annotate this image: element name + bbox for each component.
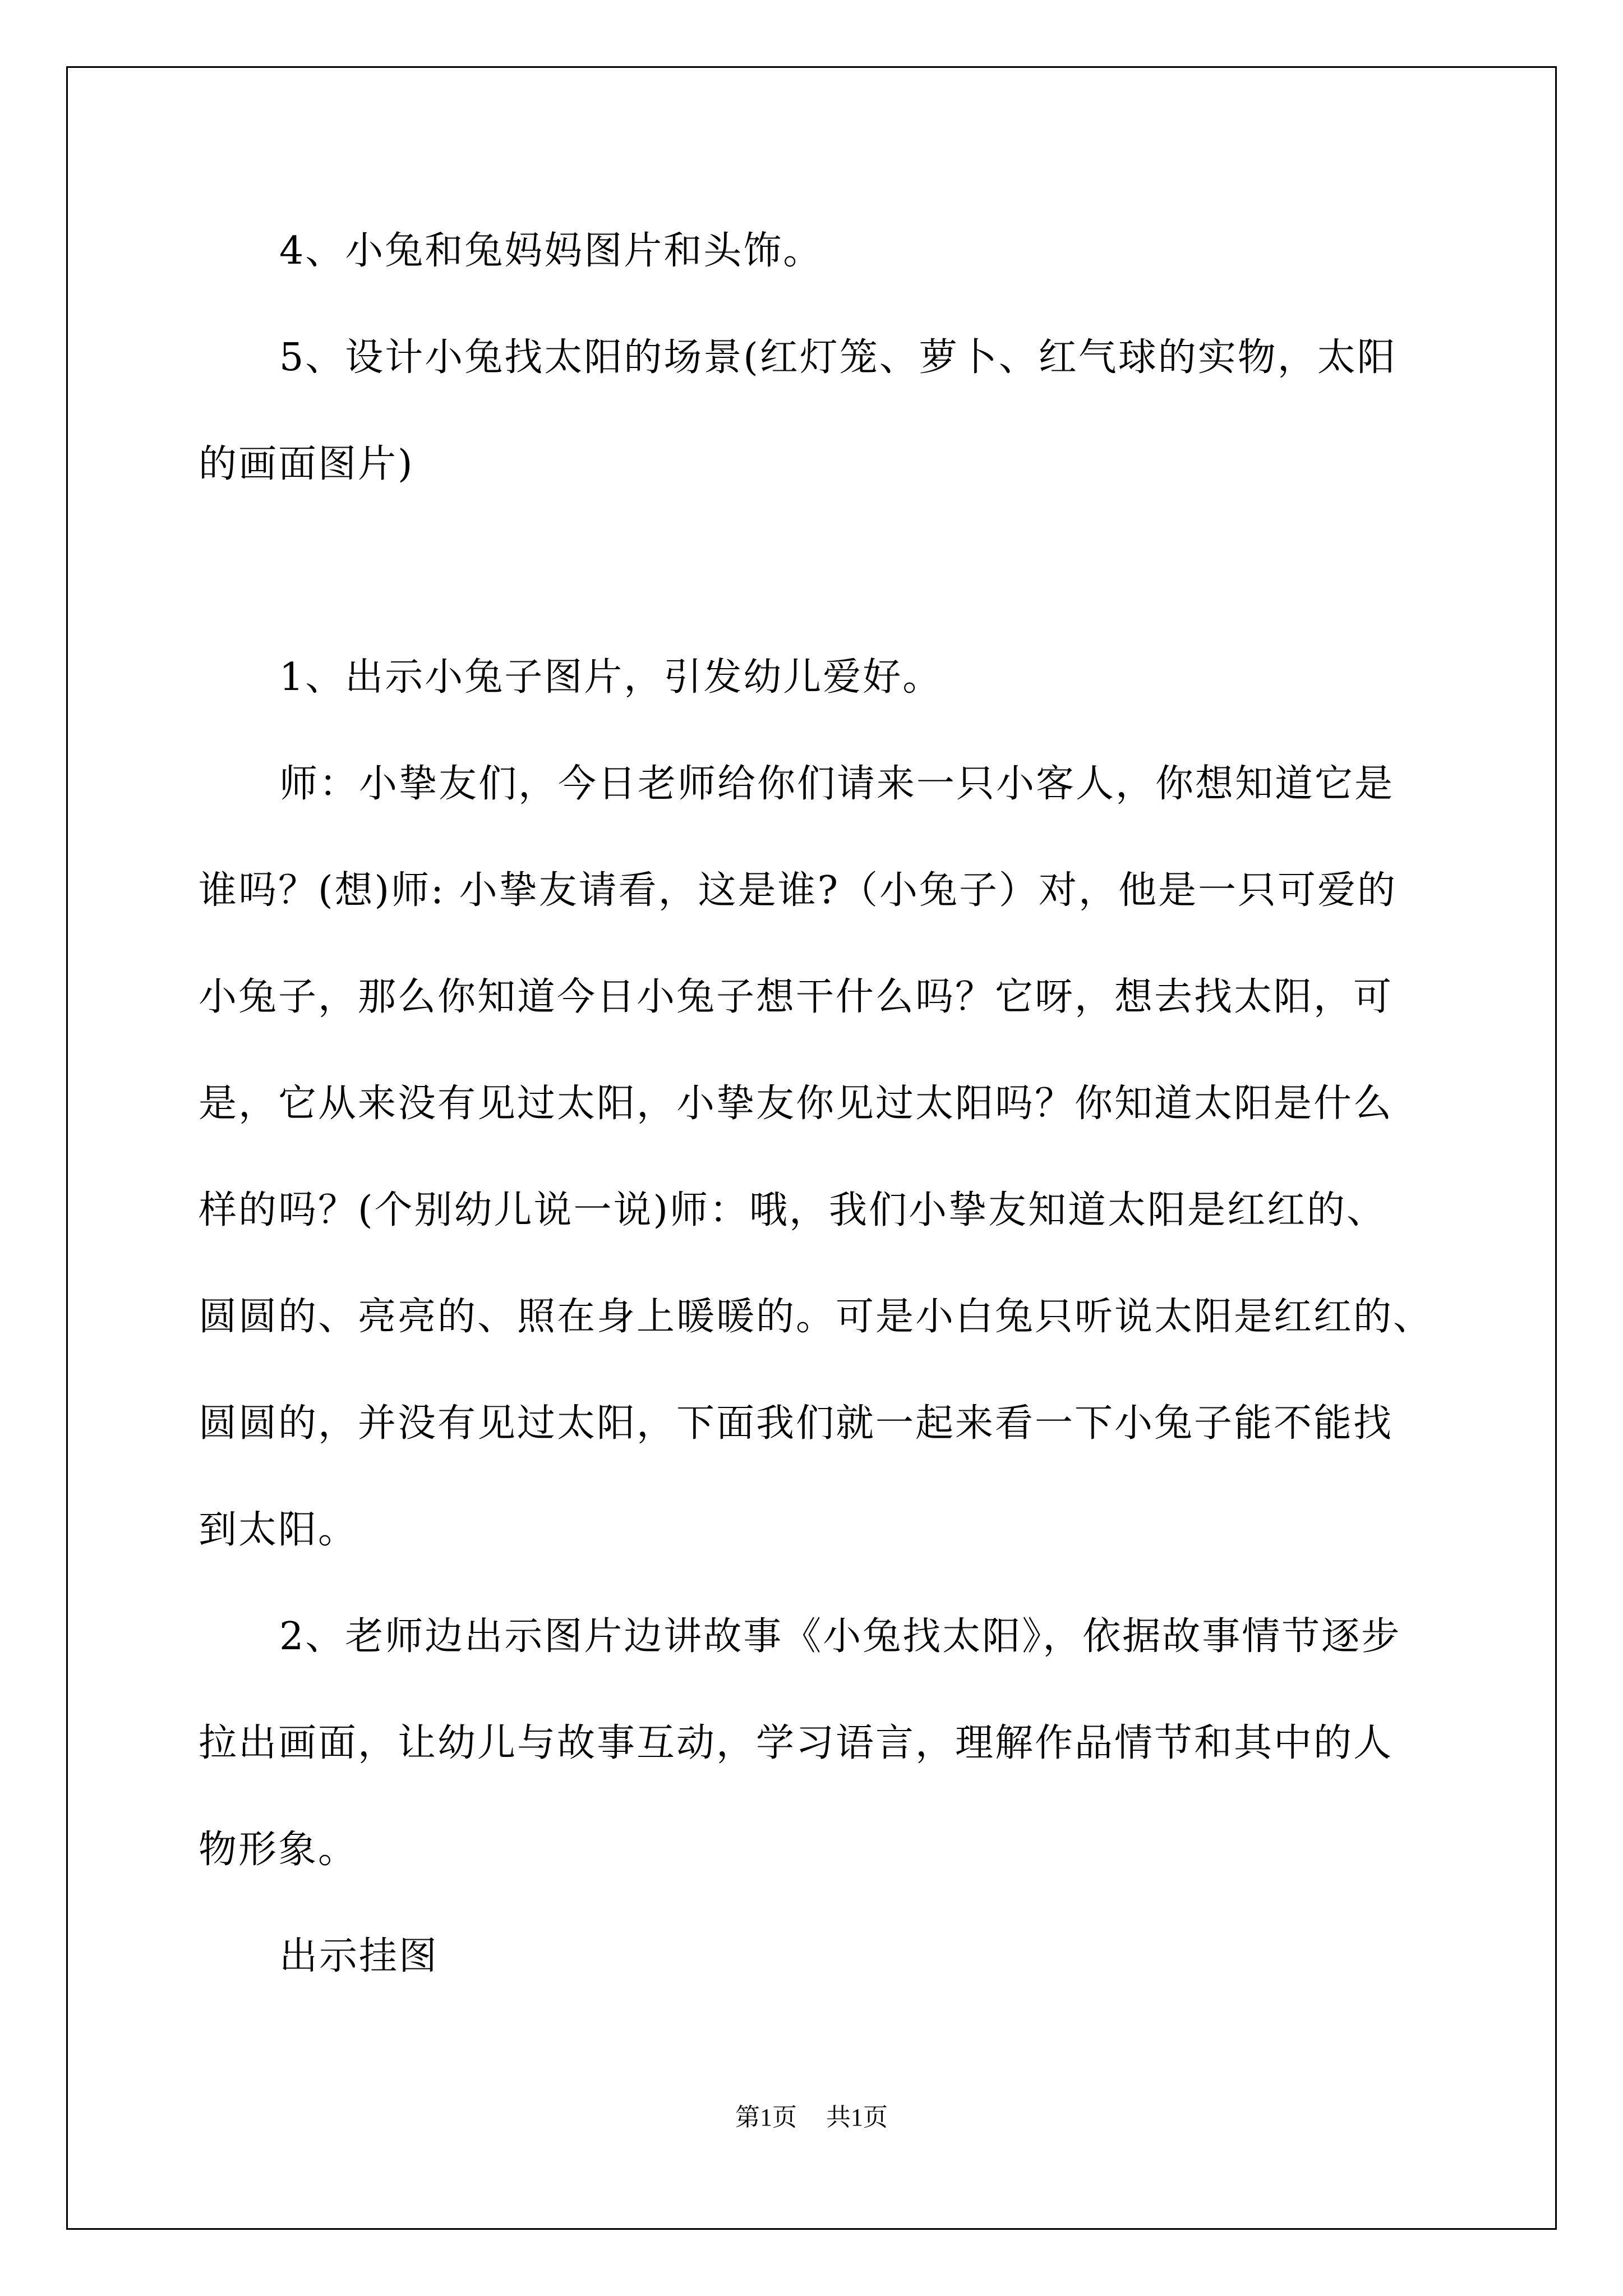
paragraph-item-4: 4、小兔和兔妈妈图片和头饰。 <box>279 229 823 273</box>
paragraph-teacher-dialog-line: 样的吗？(个别幼儿说一说)师：哦，我们小挚友知道太阳是红红的、 <box>199 1188 1387 1232</box>
paragraph-teacher-dialog-line: 小兔子，那么你知道今日小兔子想干什么吗？它呀，想去找太阳，可 <box>199 975 1394 1019</box>
paragraph-show-chart: 出示挂图 <box>279 1934 439 1978</box>
paragraph-step-2: 2、老师边出示图片边讲故事《小兔找太阳》，依据故事情节逐步 <box>279 1614 1401 1659</box>
page-footer <box>0 2103 1623 2132</box>
paragraph-item-5-continued: 的画面图片) <box>199 442 414 486</box>
paragraph-step-2-line: 物形象。 <box>199 1828 358 1872</box>
paragraph-teacher-dialog-line: 到太阳。 <box>199 1508 358 1552</box>
page-number: 第1页 <box>735 2104 797 2131</box>
paragraph-teacher-dialog-line: 圆圆的、亮亮的、照在身上暖暖的。可是小白兔只听说太阳是红红的、 <box>199 1295 1433 1339</box>
paragraph-teacher-dialog-line: 圆圆的，并没有见过太阳，下面我们就一起来看一下小兔子能不能找 <box>199 1401 1394 1446</box>
page-border <box>66 66 1557 2230</box>
page-total: 共1页 <box>826 2104 888 2131</box>
paragraph-teacher-dialog: 师：小挚友们，今日老师给你们请来一只小客人，你想知道它是 <box>279 762 1395 806</box>
paragraph-step-2-line: 拉出画面，让幼儿与故事互动，学习语言，理解作品情节和其中的人 <box>199 1721 1394 1765</box>
paragraph-item-5: 5、设计小兔找太阳的场景(红灯笼、萝卜、红气球的实物，太阳 <box>279 335 1397 380</box>
paragraph-teacher-dialog-line: 谁吗？(想)师: 小挚友请看，这是谁?（小兔子）对，他是一只可爱的 <box>199 868 1398 913</box>
paragraph-step-1: 1、出示小兔子图片，引发幼儿爱好。 <box>279 655 943 700</box>
paragraph-teacher-dialog-line: 是，它从来没有见过太阳，小挚友你见过太阳吗？你知道太阳是什么 <box>199 1082 1394 1126</box>
